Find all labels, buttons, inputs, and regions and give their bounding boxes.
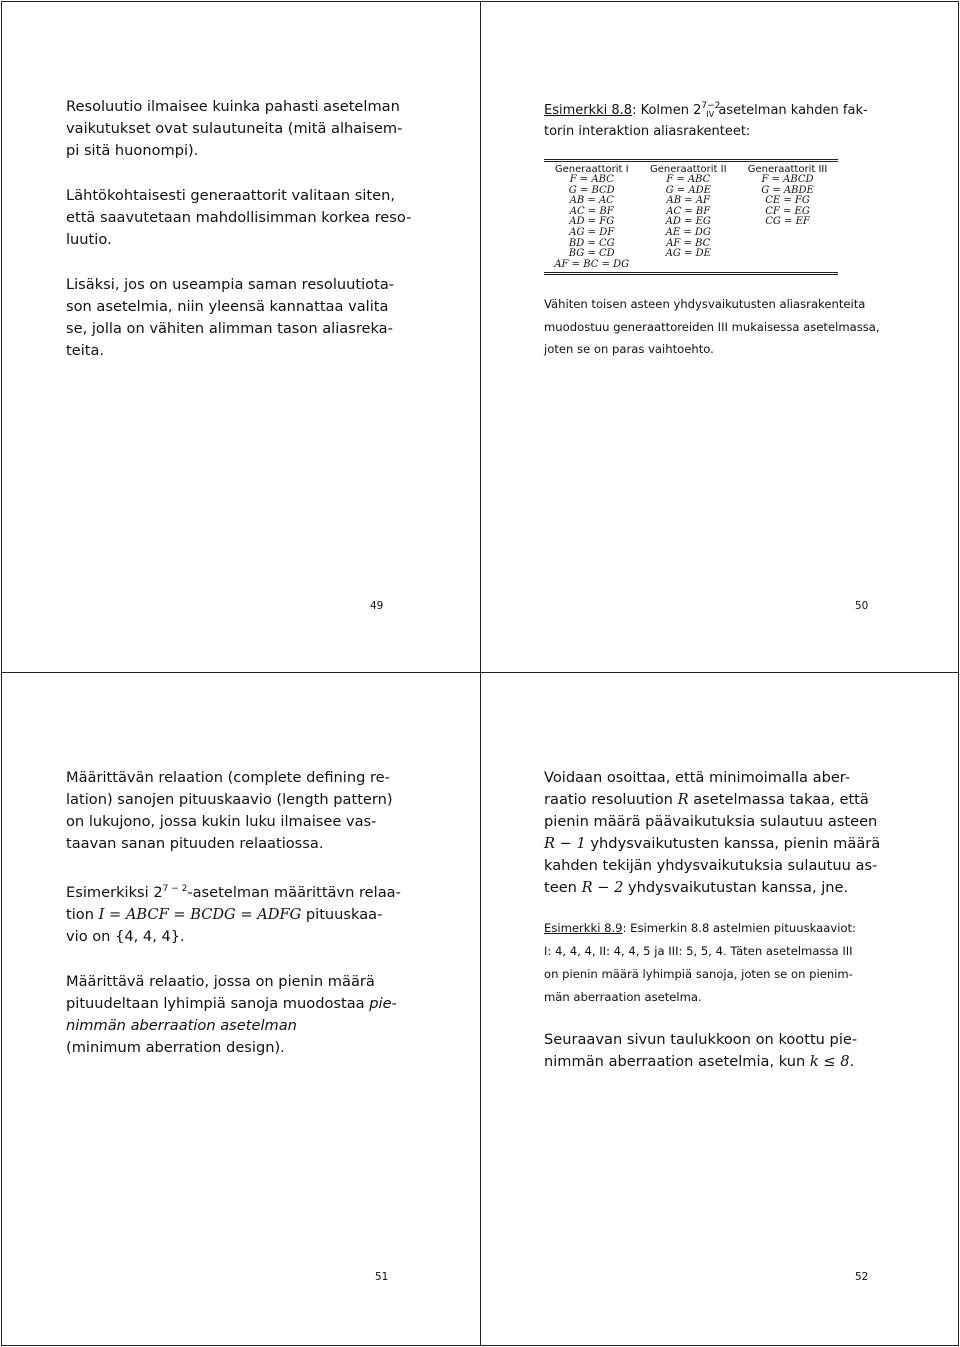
table-row — [544, 260, 838, 274]
text-line: Resoluutio ilmaisee kuinka pahasti asetelman — [66, 98, 400, 115]
superscript: 7 − 2 — [162, 884, 188, 894]
math-expression: R — [677, 791, 689, 808]
text-span: raatio resoluution — [544, 791, 678, 808]
text-line: taavan sanan pituuden relaatiossa. — [66, 835, 324, 852]
table-cell: CE = FG — [765, 195, 810, 207]
italic-term: nimmän aberraation asetelman — [66, 1017, 297, 1034]
text-line: Voidaan osoittaa, että minimoimalla aber- — [544, 769, 851, 786]
italic-term: pie- — [369, 995, 397, 1012]
text-span: -asetelman määrittävn relaa- — [187, 884, 401, 901]
column-header: Generaattorit II — [649, 164, 727, 175]
table-cell: F = ABC — [569, 174, 614, 185]
alias-table — [544, 159, 838, 275]
table-cell: AC = BF — [569, 205, 614, 217]
math-expression: R − 1 — [544, 835, 586, 852]
text-line: vaikutukset ovat sulautuneita (mitä alhaisem- — [66, 120, 403, 137]
paragraph-next-table — [544, 1029, 904, 1073]
table-cell: AD = EG — [665, 216, 711, 228]
text-span: tion — [66, 906, 99, 923]
superscript: 7−2 — [701, 101, 721, 111]
table-cell — [737, 249, 838, 260]
text-line: vio on {4, 4, 4}. — [66, 928, 185, 945]
paragraph-resolution — [66, 96, 421, 162]
subscript: IV — [706, 110, 715, 119]
example-link[interactable]: Esimerkki 8.8 — [544, 103, 633, 118]
text-line: Määrittävän relaation (complete defining re- — [66, 769, 390, 786]
text-span: asetelman kahden fak- — [714, 103, 868, 118]
table-cell: BG = CD — [568, 248, 615, 260]
text-span: asetelmassa takaa, että — [688, 791, 869, 808]
slide-page-51 — [1, 672, 481, 1346]
table-cell: AF = BC = DG — [554, 258, 630, 270]
page-number: 50 — [855, 600, 869, 612]
table-cell: F = ABCD — [761, 174, 814, 185]
text-span: . — [849, 1053, 855, 1070]
table-row — [544, 228, 838, 239]
text-line: teita. — [66, 342, 105, 359]
table-cell: AG = DF — [569, 226, 615, 238]
text-span: Esimerkiksi 2 — [66, 884, 163, 901]
paragraph-length-pattern — [66, 767, 424, 855]
example-link[interactable]: Esimerkki 8.9 — [544, 921, 623, 935]
page-number: 51 — [375, 1271, 389, 1283]
text-line: (minimum aberration design). — [66, 1039, 285, 1056]
text-line: son asetelmia, niin yleensä kannattaa valita — [66, 298, 389, 315]
table-cell — [737, 228, 838, 239]
paragraph-aliases — [66, 274, 421, 362]
table-cell: AC = BF — [666, 205, 711, 217]
text-line: pienin määrä päävaikutuksia sulautuu asteen — [544, 813, 878, 830]
text-line: pi sitä huonompi). — [66, 142, 199, 159]
page-number: 49 — [370, 600, 384, 612]
text-column — [66, 767, 424, 1059]
table-cell — [639, 260, 737, 274]
text-line: kahden tekijän yhdysvaikutuksia sulautuu as- — [544, 857, 878, 874]
table-cell: CG = EF — [765, 216, 810, 228]
text-line: Seuraavan sivun taulukkoon on koottu pie- — [544, 1031, 858, 1048]
text-line: män aberraation asetelma. — [544, 990, 702, 1004]
table-cell — [737, 260, 838, 274]
table-cell: AB = AC — [569, 195, 614, 207]
text-line: torin interaktion aliasrakenteet: — [544, 124, 751, 139]
table-cell: G = ADE — [665, 184, 711, 196]
text-span: yhdysvaikutustan kanssa, jne. — [623, 879, 849, 896]
table-cell: BD = CG — [568, 237, 615, 249]
example-paragraph — [544, 917, 904, 1009]
column-header: Generaattorit I — [554, 164, 629, 175]
table-cell: AD = FG — [569, 216, 615, 228]
table-cell: AG = DE — [665, 248, 711, 260]
text-column — [544, 767, 904, 1073]
text-span: teen — [544, 879, 582, 896]
text-line: Vähiten toisen asteen yhdysvaikutusten aliasrakenteita — [544, 297, 866, 312]
paragraph-aberration — [544, 767, 904, 899]
table-header-row — [544, 161, 838, 176]
text-line: joten se on paras vaihtoehto. — [544, 342, 714, 357]
text-line: luutio. — [66, 231, 112, 248]
math-expression: R − 2 — [581, 879, 624, 896]
paragraph-generators — [66, 185, 421, 251]
text-line: Lähtökohtaisesti generaattorit valitaan siten, — [66, 187, 395, 204]
table-cell — [737, 239, 838, 250]
paragraph-minimum-aberration — [66, 971, 424, 1059]
page-number: 52 — [855, 1271, 869, 1283]
example-heading — [544, 98, 904, 140]
text-span: pituuskaa- — [301, 906, 383, 923]
text-line: muodostuu generaattoreiden III mukaisessa asetelmassa, — [544, 319, 880, 334]
text-line: lation) sanojen pituuskaavio (length pattern) — [66, 791, 393, 808]
paragraph-example — [66, 878, 424, 948]
text-span: pituudeltaan lyhimpiä sanoja muodostaa — [66, 995, 370, 1012]
table-cell: CF = EG — [765, 205, 810, 217]
text-span: : Esimerkin 8.8 astelmien pituuskaaviot: — [622, 921, 856, 935]
text-line: on lukujono, jossa kukin luku ilmaisee vas- — [66, 813, 377, 830]
text-line: Lisäksi, jos on useampia saman resoluutiota- — [66, 276, 395, 293]
text-line: Määrittävä relaatio, jossa on pienin määrä — [66, 973, 375, 990]
text-column — [544, 98, 904, 361]
table-cell: AB = AF — [666, 195, 710, 207]
slide-page-49 — [1, 1, 481, 673]
column-header: Generaattorit III — [747, 164, 828, 175]
text-line: on pienin määrä lyhimpiä sanoja, joten se on pienim- — [544, 967, 853, 981]
slide-page-50 — [480, 1, 959, 673]
table-cell: G = BCD — [568, 184, 615, 196]
table-cell: F = ABC — [666, 174, 711, 185]
text-span: : Kolmen 2 — [632, 103, 702, 118]
table-cell: G = ABDE — [761, 184, 814, 196]
text-span: nimmän aberraation asetelmia, kun — [544, 1053, 810, 1070]
table-cell: AE = DG — [665, 226, 711, 238]
text-column — [66, 96, 421, 362]
math-expression: k ≤ 8 — [809, 1053, 850, 1070]
slide-page-52 — [480, 672, 959, 1346]
table-cell: AF = BC — [666, 237, 711, 249]
text-span: yhdysvaikutusten kanssa, pienin määrä — [585, 835, 881, 852]
conclusion-paragraph — [544, 293, 904, 361]
text-line: se, jolla on vähiten alimman tason aliasreka- — [66, 320, 393, 337]
math-expression: I = ABCF = BCDG = ADFG — [98, 906, 302, 923]
text-line: että saavutetaan mahdollisimman korkea reso- — [66, 209, 412, 226]
table-row — [544, 175, 838, 186]
text-line: I: 4, 4, 4, II: 4, 4, 5 ja III: 5, 5, 4. Täten asetelmassa III — [544, 944, 853, 958]
